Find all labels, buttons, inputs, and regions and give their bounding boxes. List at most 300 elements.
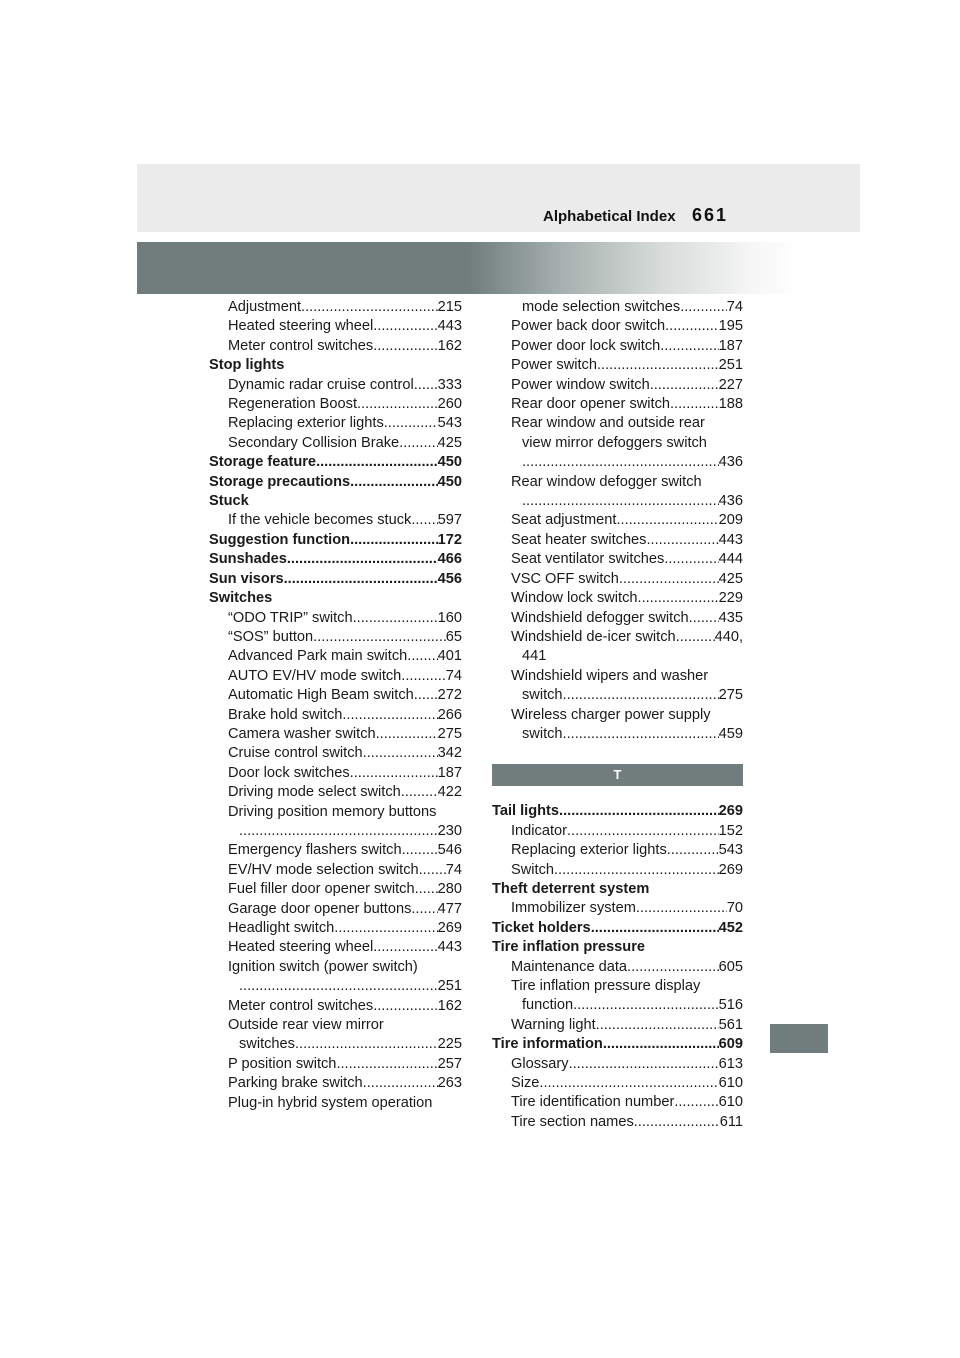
entry-text: Tire inflation pressure bbox=[492, 939, 646, 956]
entry-text: Emergency flashers switch bbox=[228, 842, 402, 859]
dot-leader bbox=[399, 434, 437, 453]
entry-text: Parking brake switch bbox=[228, 1075, 363, 1092]
entry-text: Brake hold switch bbox=[228, 706, 343, 723]
entry-page: 605 bbox=[718, 958, 743, 975]
dot-leader bbox=[597, 356, 719, 375]
index-entry bbox=[209, 492, 462, 511]
dot-leader bbox=[363, 744, 438, 763]
entry-text: Power back door switch bbox=[511, 318, 666, 335]
entry-page: 609 bbox=[718, 1036, 743, 1053]
index-entry bbox=[209, 317, 462, 336]
dot-leader bbox=[619, 570, 719, 589]
entry-text: Ignition switch (power switch) bbox=[228, 958, 418, 975]
dot-leader bbox=[376, 725, 438, 744]
index-entry bbox=[209, 414, 462, 433]
index-entry bbox=[492, 589, 743, 608]
entry-page: 251 bbox=[718, 357, 743, 374]
index-entry bbox=[492, 434, 743, 453]
entry-list-left bbox=[209, 298, 462, 1113]
entry-page: 225 bbox=[437, 1036, 462, 1053]
entry-page: 422 bbox=[437, 784, 462, 801]
dot-leader bbox=[670, 395, 719, 414]
index-entry bbox=[492, 628, 743, 647]
dot-leader bbox=[313, 628, 446, 647]
entry-page: 435 bbox=[718, 609, 743, 626]
page-title: Alphabetical Index bbox=[543, 208, 676, 225]
entry-text: Glossary bbox=[511, 1055, 569, 1072]
entry-page: 543 bbox=[437, 415, 462, 432]
dot-leader bbox=[357, 395, 438, 414]
entry-page: 443 bbox=[437, 318, 462, 335]
index-entry bbox=[492, 802, 743, 821]
index-entry bbox=[492, 1093, 743, 1112]
index-entry bbox=[209, 511, 462, 530]
entry-text: Seat adjustment bbox=[511, 512, 617, 529]
entry-page: 209 bbox=[718, 512, 743, 529]
entry-text: Tail lights bbox=[492, 803, 560, 820]
entry-text: Cruise control switch bbox=[228, 745, 363, 762]
dot-leader bbox=[603, 1035, 719, 1054]
entry-page: 561 bbox=[718, 1016, 743, 1033]
entry-text: P position switch bbox=[228, 1055, 337, 1072]
index-entry bbox=[209, 919, 462, 938]
entry-page: 187 bbox=[437, 764, 462, 781]
entry-text: Window lock switch bbox=[511, 590, 638, 607]
entry-text: Windshield wipers and washer bbox=[511, 667, 709, 684]
index-entry bbox=[209, 803, 462, 822]
entry-text: Seat heater switches bbox=[511, 531, 647, 548]
entry-text: Power switch bbox=[511, 357, 597, 374]
index-entry bbox=[492, 473, 743, 492]
dot-leader bbox=[569, 1055, 719, 1074]
entry-text: Stuck bbox=[209, 493, 249, 510]
entry-page: 227 bbox=[718, 376, 743, 393]
entry-text: Indicator bbox=[511, 822, 567, 839]
entry-text: “ODO TRIP” switch bbox=[228, 609, 353, 626]
entry-list-right-top bbox=[492, 298, 743, 744]
entry-text: Camera washer switch bbox=[228, 725, 376, 742]
entry-page: 425 bbox=[718, 570, 743, 587]
index-entry bbox=[209, 706, 462, 725]
dot-leader bbox=[334, 919, 437, 938]
entry-page: 257 bbox=[437, 1055, 462, 1072]
index-entry bbox=[492, 298, 743, 317]
dot-leader bbox=[415, 880, 438, 899]
entry-text: Headlight switch bbox=[228, 920, 335, 936]
dot-leader bbox=[419, 861, 446, 880]
index-entry bbox=[209, 337, 462, 356]
entry-page: 162 bbox=[437, 997, 462, 1014]
dot-leader bbox=[539, 1074, 718, 1093]
dot-leader bbox=[660, 337, 718, 356]
entry-text: Warning light bbox=[511, 1016, 596, 1033]
entry-page: 543 bbox=[718, 842, 743, 859]
index-entry bbox=[492, 550, 743, 569]
entry-page: 597 bbox=[437, 512, 462, 529]
index-entry bbox=[209, 880, 462, 899]
dot-leader bbox=[559, 802, 719, 821]
entry-text: Maintenance data bbox=[511, 958, 628, 975]
entry-text: Door lock switches bbox=[228, 764, 350, 781]
index-entry bbox=[209, 453, 462, 472]
index-entry bbox=[492, 1113, 743, 1132]
entry-text: Outside rear view mirror bbox=[228, 1017, 384, 1034]
index-entry bbox=[492, 414, 743, 433]
entry-text: Immobilizer system bbox=[511, 900, 636, 917]
entry-text: mode selection switches bbox=[522, 299, 681, 315]
index-entry bbox=[209, 861, 462, 880]
entry-page: 440, bbox=[714, 628, 743, 645]
dot-leader bbox=[689, 609, 719, 628]
index-entry bbox=[492, 1016, 743, 1035]
index-entry bbox=[209, 647, 462, 666]
index-entry bbox=[492, 356, 743, 375]
entry-page: 516 bbox=[718, 997, 743, 1014]
index-entry bbox=[209, 609, 462, 628]
dot-leader bbox=[350, 764, 438, 783]
entry-page: 263 bbox=[437, 1075, 462, 1092]
entry-text: Garage door opener buttons bbox=[228, 900, 412, 917]
entry-text: Driving position memory buttons bbox=[228, 803, 437, 820]
dot-leader bbox=[664, 550, 718, 569]
index-entry bbox=[492, 861, 743, 880]
entry-page: 275 bbox=[437, 725, 462, 742]
dot-leader bbox=[646, 531, 718, 550]
entry-text: Meter control switches bbox=[228, 997, 374, 1014]
index-entry bbox=[209, 783, 462, 802]
dot-leader bbox=[239, 977, 438, 996]
entry-text: switch bbox=[522, 725, 563, 742]
index-entry bbox=[209, 744, 462, 763]
dot-leader bbox=[650, 376, 719, 395]
entry-page: 459 bbox=[718, 725, 743, 742]
index-column-right bbox=[492, 298, 743, 1132]
dot-leader bbox=[287, 550, 438, 569]
entry-page: 610 bbox=[718, 1094, 743, 1111]
entry-text: Theft deterrent system bbox=[492, 880, 650, 897]
entry-page: 65 bbox=[445, 628, 462, 645]
entry-page: 280 bbox=[437, 881, 462, 898]
dot-leader bbox=[676, 628, 715, 647]
index-entry bbox=[209, 434, 462, 453]
entry-page: 546 bbox=[437, 842, 462, 859]
dot-leader bbox=[350, 473, 438, 492]
entry-text: Advanced Park main switch bbox=[228, 648, 408, 665]
entry-page: 260 bbox=[437, 396, 462, 413]
entry-text: Rear window defogger switch bbox=[511, 473, 702, 490]
dot-leader bbox=[567, 822, 719, 841]
entry-page: 187 bbox=[718, 337, 743, 354]
entry-page: 74 bbox=[445, 667, 462, 684]
index-entry bbox=[492, 706, 743, 725]
index-entry bbox=[209, 1016, 462, 1035]
entry-text: Tire inflation pressure display bbox=[511, 978, 701, 994]
dot-leader bbox=[627, 958, 719, 977]
index-entry bbox=[209, 550, 462, 569]
entry-text: Windshield de-icer switch bbox=[511, 628, 676, 645]
dot-leader bbox=[342, 706, 437, 725]
entry-text: Tire section names bbox=[511, 1113, 634, 1130]
dot-leader bbox=[634, 1113, 720, 1132]
entry-page: 443 bbox=[437, 939, 462, 956]
index-entry bbox=[209, 686, 462, 705]
index-entry bbox=[209, 764, 462, 783]
index-entry bbox=[492, 822, 743, 841]
entry-text: Replacing exterior lights bbox=[511, 842, 667, 859]
dot-leader bbox=[350, 531, 438, 550]
entry-page: 230 bbox=[437, 822, 462, 839]
entry-text: Heated steering wheel bbox=[228, 939, 374, 956]
index-entry bbox=[492, 938, 743, 957]
entry-text: function bbox=[522, 997, 574, 1014]
entry-page: 215 bbox=[437, 299, 462, 315]
entry-page: 188 bbox=[718, 396, 743, 413]
entry-page: 436 bbox=[718, 454, 743, 471]
entry-page: 229 bbox=[718, 590, 743, 607]
dot-leader bbox=[596, 1016, 719, 1035]
entry-text: Stop lights bbox=[209, 357, 285, 374]
dot-leader bbox=[295, 1035, 438, 1054]
entry-page: 152 bbox=[718, 822, 743, 839]
dot-leader bbox=[591, 919, 719, 938]
index-entry bbox=[209, 822, 462, 841]
entry-page: 333 bbox=[437, 376, 462, 393]
entry-text: Heated steering wheel bbox=[228, 318, 374, 335]
entry-text: switches bbox=[239, 1036, 295, 1053]
index-entry bbox=[492, 570, 743, 589]
dot-leader bbox=[363, 1074, 438, 1093]
entry-page: 436 bbox=[718, 493, 743, 510]
dot-leader bbox=[384, 414, 438, 433]
entry-page: 272 bbox=[437, 687, 462, 704]
index-entry bbox=[492, 531, 743, 550]
index-entry bbox=[209, 395, 462, 414]
page-number: 661 bbox=[692, 205, 729, 225]
entry-text: AUTO EV/HV mode switch bbox=[228, 667, 402, 684]
entry-text: Ticket holders bbox=[492, 919, 591, 936]
index-entry bbox=[492, 1074, 743, 1093]
dot-leader bbox=[674, 1093, 718, 1112]
index-entry bbox=[492, 337, 743, 356]
entry-text: Switches bbox=[209, 590, 273, 607]
entry-page: 477 bbox=[437, 900, 462, 917]
dot-leader bbox=[667, 841, 719, 860]
entry-text: Automatic High Beam switch bbox=[228, 687, 414, 704]
entry-text: Tire identification number bbox=[511, 1094, 675, 1111]
entry-page: 443 bbox=[718, 531, 743, 548]
entry-text: 441 bbox=[522, 648, 547, 665]
entry-text: Rear window and outside rear bbox=[511, 415, 705, 432]
entry-text: Size bbox=[511, 1075, 540, 1092]
entry-text: view mirror defoggers switch bbox=[522, 434, 707, 451]
section-letter-bar: T bbox=[492, 764, 743, 786]
entry-page: 172 bbox=[437, 531, 462, 548]
entry-page: 342 bbox=[437, 745, 462, 762]
entry-text: Rear door opener switch bbox=[511, 396, 670, 413]
entry-text: Switch bbox=[511, 861, 554, 878]
entry-text: Sunshades bbox=[209, 551, 287, 568]
dot-leader bbox=[414, 376, 438, 395]
entry-text: Regeneration Boost bbox=[228, 396, 357, 413]
index-entry bbox=[492, 667, 743, 686]
entry-page: 251 bbox=[437, 978, 462, 995]
entry-text: Sun visors bbox=[209, 570, 284, 587]
entry-page: 266 bbox=[437, 706, 462, 723]
entry-text: Dynamic radar cruise control bbox=[228, 376, 414, 393]
index-entry bbox=[492, 880, 743, 899]
entry-text: Plug-in hybrid system operation bbox=[228, 1094, 433, 1111]
entry-page: 466 bbox=[437, 551, 462, 568]
entry-page: 74 bbox=[726, 299, 743, 315]
entry-page: 269 bbox=[437, 920, 462, 936]
dot-leader bbox=[563, 686, 719, 705]
dot-leader bbox=[414, 686, 438, 705]
dot-leader bbox=[554, 861, 719, 880]
dot-leader bbox=[522, 492, 719, 511]
entry-page: 162 bbox=[437, 337, 462, 354]
entry-page: 613 bbox=[718, 1055, 743, 1072]
entry-page: 610 bbox=[718, 1075, 743, 1092]
index-entry bbox=[492, 958, 743, 977]
entry-text: Windshield defogger switch bbox=[511, 609, 689, 626]
dot-leader bbox=[638, 589, 719, 608]
entry-page: 275 bbox=[718, 687, 743, 704]
index-entry bbox=[492, 919, 743, 938]
index-entry bbox=[209, 376, 462, 395]
entry-page: 74 bbox=[445, 861, 462, 878]
entry-text: If the vehicle becomes stuck bbox=[228, 512, 412, 529]
index-entry bbox=[492, 395, 743, 414]
index-entry bbox=[492, 453, 743, 472]
index-entry bbox=[492, 1035, 743, 1054]
index-entry bbox=[209, 997, 462, 1016]
dot-leader bbox=[353, 609, 438, 628]
index-entry bbox=[492, 492, 743, 511]
thumb-index-tab bbox=[770, 1024, 828, 1053]
index-entry bbox=[492, 841, 743, 860]
entry-page: 195 bbox=[718, 318, 743, 335]
index-entry bbox=[492, 647, 743, 666]
entry-text: Fuel filler door opener switch bbox=[228, 881, 415, 898]
index-entry bbox=[209, 1055, 462, 1074]
entry-page: 425 bbox=[437, 434, 462, 451]
entry-list-right-bottom bbox=[492, 802, 743, 1132]
index-entry bbox=[492, 609, 743, 628]
index-entry bbox=[492, 317, 743, 336]
entry-page: 401 bbox=[437, 648, 462, 665]
index-entry bbox=[209, 900, 462, 919]
index-entry bbox=[209, 725, 462, 744]
dot-leader bbox=[636, 899, 727, 918]
index-entry bbox=[492, 1055, 743, 1074]
dot-leader bbox=[373, 938, 437, 957]
dot-leader bbox=[680, 298, 727, 317]
entry-page: 444 bbox=[718, 551, 743, 568]
index-entry bbox=[492, 376, 743, 395]
dot-leader bbox=[239, 822, 438, 841]
dot-leader bbox=[522, 453, 719, 472]
index-entry bbox=[209, 667, 462, 686]
dot-leader bbox=[407, 647, 437, 666]
entry-text: Suggestion function bbox=[209, 531, 351, 548]
dot-leader bbox=[373, 997, 437, 1016]
index-entry bbox=[209, 589, 462, 608]
entry-text: Storage precautions bbox=[209, 473, 351, 490]
entry-text: Secondary Collision Brake bbox=[228, 434, 400, 451]
entry-text: EV/HV mode selection switch bbox=[228, 861, 419, 878]
entry-page: 452 bbox=[718, 919, 743, 936]
dot-leader bbox=[616, 511, 718, 530]
dot-leader bbox=[373, 317, 437, 336]
dot-leader bbox=[411, 900, 437, 919]
entry-text: Storage feature bbox=[209, 454, 317, 471]
header-gradient-band bbox=[137, 242, 800, 294]
entry-text: Power door lock switch bbox=[511, 337, 661, 354]
dot-leader bbox=[401, 667, 445, 686]
entry-text: Meter control switches bbox=[228, 337, 374, 354]
index-entry bbox=[209, 570, 462, 589]
dot-leader bbox=[411, 511, 437, 530]
header-box bbox=[137, 164, 860, 232]
index-entry bbox=[209, 938, 462, 957]
dot-leader bbox=[563, 725, 719, 744]
index-entry bbox=[492, 899, 743, 918]
entry-page: 269 bbox=[718, 861, 743, 878]
dot-leader bbox=[316, 453, 438, 472]
entry-text: Seat ventilator switches bbox=[511, 551, 665, 568]
index-entry bbox=[492, 725, 743, 744]
dot-leader bbox=[301, 298, 438, 317]
index-entry bbox=[209, 1094, 462, 1113]
entry-page: 450 bbox=[437, 454, 462, 471]
entry-page: 611 bbox=[719, 1113, 743, 1130]
entry-text: “SOS” button bbox=[228, 628, 314, 645]
index-entry bbox=[209, 356, 462, 375]
entry-page: 160 bbox=[437, 609, 462, 626]
entry-page: 456 bbox=[437, 570, 462, 587]
dot-leader bbox=[284, 570, 438, 589]
dot-leader bbox=[401, 783, 438, 802]
index-entry bbox=[209, 958, 462, 977]
dot-leader bbox=[665, 317, 719, 336]
entry-text: Tire information bbox=[492, 1036, 603, 1053]
index-entry bbox=[209, 628, 462, 647]
dot-leader bbox=[373, 337, 437, 356]
entry-text: Driving mode select switch bbox=[228, 784, 401, 801]
index-entry bbox=[209, 1074, 462, 1093]
entry-page: 450 bbox=[437, 473, 462, 490]
entry-text: Wireless charger power supply bbox=[511, 706, 711, 723]
entry-text: Replacing exterior lights bbox=[228, 415, 384, 432]
index-entry bbox=[209, 977, 462, 996]
index-entry bbox=[492, 511, 743, 530]
entry-text: switch bbox=[522, 687, 563, 704]
index-entry bbox=[209, 473, 462, 492]
entry-page: 269 bbox=[718, 803, 743, 820]
dot-leader bbox=[573, 996, 719, 1015]
dot-leader bbox=[336, 1055, 437, 1074]
index-entry bbox=[492, 977, 743, 996]
index-column-left bbox=[209, 298, 462, 1113]
entry-text: Adjustment bbox=[228, 299, 302, 315]
index-entry bbox=[209, 841, 462, 860]
entry-text: VSC OFF switch bbox=[511, 570, 619, 587]
index-entry bbox=[209, 1035, 462, 1054]
index-entry bbox=[492, 996, 743, 1015]
index-entry bbox=[492, 686, 743, 705]
dot-leader bbox=[402, 841, 438, 860]
entry-text: Power window switch bbox=[511, 376, 650, 393]
